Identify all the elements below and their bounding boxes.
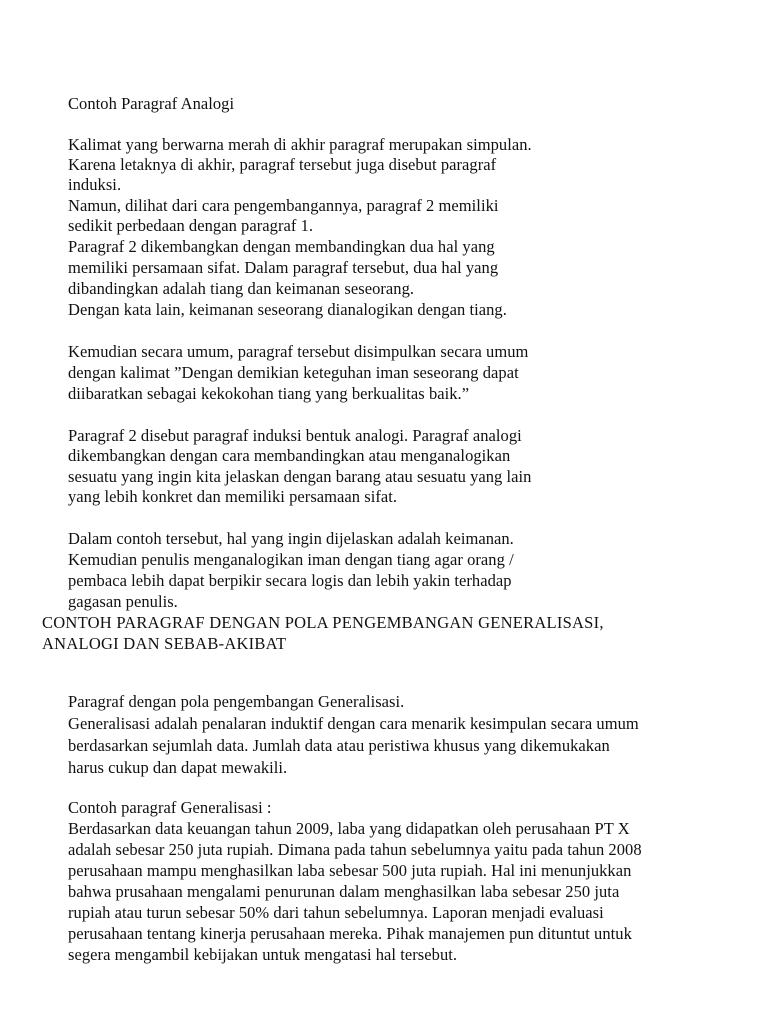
text-line: diibaratkan sebagai kekokohan tiang yang berkualitas baik.” (68, 384, 470, 403)
text-line: Kemudian secara umum, paragraf tersebut disimpulkan secara umum (68, 342, 529, 361)
text-line: adalah sebesar 250 juta rupiah. Dimana pada tahun sebelumnya yaitu pada tahun 2008 (68, 840, 642, 859)
text-line: sedikit perbedaan dengan paragraf 1. (68, 216, 314, 235)
text-line: segera mengambil kebijakan untuk mengatasi hal tersebut. (68, 945, 458, 964)
text-line: Kemudian penulis menganalogikan iman dengan tiang agar orang / (68, 550, 514, 569)
text-line: Contoh paragraf Generalisasi : (68, 798, 272, 817)
text-line: perusahaan tentang kinerja perusahaan mereka. Pihak manajemen pun dituntut untuk (68, 924, 632, 943)
text-line: pembaca lebih dapat berpikir secara logis dan lebih yakin terhadap (68, 571, 512, 590)
text-line: Generalisasi adalah penalaran induktif dengan cara menarik kesimpulan secara umum (68, 714, 639, 733)
text-line: Berdasarkan data keuangan tahun 2009, laba yang didapatkan oleh perusahaan PT X (68, 819, 630, 838)
text-line: dikembangkan dengan cara membandingkan atau menganalogikan (68, 446, 511, 465)
text-line: Paragraf 2 dikembangkan dengan membandingkan dua hal yang (68, 237, 495, 256)
text-line: Paragraf 2 disebut paragraf induksi bentuk analogi. Paragraf analogi (68, 426, 522, 445)
text-line: memiliki persamaan sifat. Dalam paragraf tersebut, dua hal yang (68, 258, 499, 277)
text-line: perusahaan mampu menghasilkan laba sebesar 500 juta rupiah. Hal ini menunjukkan (68, 861, 632, 880)
text-line: induksi. (68, 175, 122, 194)
text-line: gagasan penulis. (68, 592, 178, 611)
text-line: yang lebih konkret dan memiliki persamaan sifat. (68, 487, 398, 506)
text-line: berdasarkan sejumlah data. Jumlah data atau peristiwa khusus yang dikemukakan (68, 736, 610, 755)
text-line: Karena letaknya di akhir, paragraf tersebut juga disebut paragraf (68, 155, 497, 174)
text-line: bahwa prusahaan mengalami penurunan dalam menghasilkan laba sebesar 250 juta (68, 882, 620, 901)
page-title: Contoh Paragraf Analogi (68, 94, 235, 113)
heading-line: ANALOGI DAN SEBAB-AKIBAT (42, 634, 287, 653)
text-line: Namun, dilihat dari cara pengembangannya, paragraf 2 memiliki (68, 196, 499, 215)
text-line: dibandingkan adalah tiang dan keimanan seseorang. (68, 279, 415, 298)
text-line: harus cukup dan dapat mewakili. (68, 758, 288, 777)
text-line: Kalimat yang berwarna merah di akhir paragraf merupakan simpulan. (68, 135, 532, 154)
text-line: dengan kalimat ”Dengan demikian keteguhan iman seseorang dapat (68, 363, 519, 382)
text-line: rupiah atau turun sebesar 50% dari tahun sebelumnya. Laporan menjadi evaluasi (68, 903, 604, 922)
text-line: sesuatu yang ingin kita jelaskan dengan barang atau sesuatu yang lain (68, 467, 532, 486)
text-line: Paragraf dengan pola pengembangan Generalisasi. (68, 692, 405, 711)
heading-line: CONTOH PARAGRAF DENGAN POLA PENGEMBANGAN GENERALISASI, (42, 613, 604, 632)
text-line: Dengan kata lain, keimanan seseorang dianalogikan dengan tiang. (68, 300, 507, 319)
text-line: Dalam contoh tersebut, hal yang ingin dijelaskan adalah keimanan. (68, 529, 514, 548)
